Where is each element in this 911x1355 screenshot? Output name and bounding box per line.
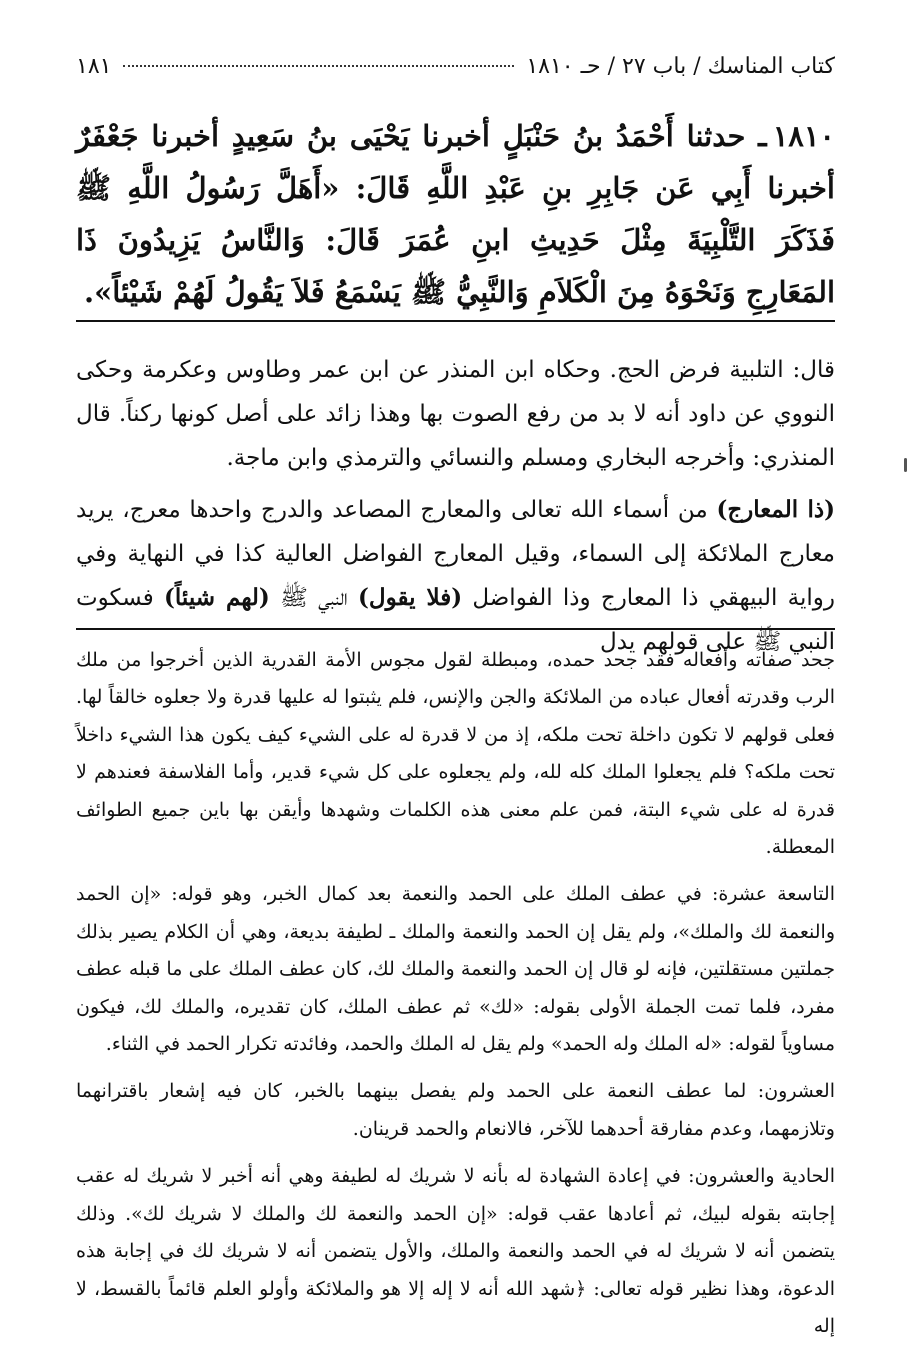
footnote-paragraph: العشرون: لما عطف النعمة على الحمد ولم يفصل بينهما بالخبر، كان فيه إشعار باقترانهما وتلازمهما، وعدم مفارقة أحدهما للآخر، فالانعام والحمد قرينان. <box>76 1080 835 1140</box>
commentary-term: (لهم شيئاً) <box>164 584 270 611</box>
footnote-paragraph: التاسعة عشرة: في عطف الملك على الحمد والنعمة بعد كمال الخبر، وهو قوله: «إن الحمد والنعمة لك والملك»، ولم يقل إن الحمد والنعمة والملك ـ لطيفة بديعة، وهي أن الكلام يصير بذلك جملتين مستقلتين، فإنه لو قال إن الحمد والنعمة والملك لك، كان عطف الملك على ما قبله عطف مفرد، فلما تمت الجملة الأولى بقوله: «لك» ثم عطف الملك، كان تقديره، والملك لك، فيكون مساوياً لقوله: «له الملك وله الحمد» ولم يقل له الملك والحمد، وفائدته تكرار الحمد في الثناء. <box>76 883 835 1056</box>
commentary-text: من أسماء الله تعالى والمعارج المصاعد والدرج واحدها معرج، يريد معارج الملائكة إلى السماء، وقيل المعارج الفواضل العالية كذا في النهاية وفي رواية البيهقي ذا المعارج وذا الفواضل <box>76 497 836 611</box>
hadith-number: ١٨١٠ <box>772 119 835 153</box>
footnote-separator-rule <box>76 628 835 630</box>
commentary-text: فسكوت النبي ﷺ على قولهم يدل <box>76 585 835 655</box>
running-header <box>76 52 835 82</box>
commentary-term: (فلا يقول) <box>358 584 463 611</box>
hadith-text <box>76 110 835 318</box>
commentary-term: (ذا المعارج) <box>716 496 836 523</box>
header-dot-leader <box>123 65 514 67</box>
separator-rule <box>76 320 835 322</box>
footnote-paragraph: الحادية والعشرون: في إعادة الشهادة له بأنه لا شريك له لطيفة وهي أنه أخبر لا شريك له عقب إجابته بقوله لبيك، ثم أعادها عقب قوله: «إن الحمد والنعمة لك والملك لا شريك لك». وذلك يتضمن أنه لا شريك له في الحمد والنعمة والملك، والأول يتضمن أنه لا شريك لك في إجابة هذه الدعوة، وهذا نظير قوله تعالى: ﴿شهد الله أنه لا إله إلا هو والملائكة وأولو العلم قائماً بالقسط، لا إله <box>76 1165 835 1337</box>
footnotes <box>76 642 835 1355</box>
commentary-paragraph-1: قال: التلبية فرض الحج. وحكاه ابن المنذر عن ابن عمر وطاوس وعكرمة وحكى النووي عن داود أنه لا بد من رفع الصوت بها وهذا زائد على أصل كونها ركناً. قال المنذري: وأخرجه البخاري ومسلم والنسائي والترمذي وابن ماجة. <box>76 357 835 471</box>
margin-mark <box>904 458 907 472</box>
footnote-paragraph: جحد صفاته وأفعاله فقد جحد حمده، ومبطلة لقول مجوس الأمة القدرية الذين أخرجوا من ملك الرب وقدرته أفعال عباده من الملائكة والجن والإنس، فلم يثبتوا له عليها قدرة ولا جعلوه خالقاً لها. فعلى قولهم لا تكون داخلة تحت ملكه، إذ من لا قدرة له على الشيء كيف يكون هذا الشيء داخلاً تحت ملكه؟ فلم يجعلوا الملك كله لله، ولم يجعلوه على كل شيء قدير، وأما الفلاسفة فعندهم لا قدرة له على شيء البتة، فمن علم معنى هذه الكلمات وشهدها وأيقن بها باين جميع الطوائف المعطلة. <box>76 649 835 859</box>
commentary-text: النبي ﷺ <box>280 585 348 611</box>
running-title: كتاب المناسك / باب ٢٧ / حـ ١٨١٠ <box>526 54 835 79</box>
commentary-paragraph-2 <box>76 488 835 664</box>
hadith-body: ـ حدثنا أَحْمَدُ بنُ حَنْبَلٍ أخبرنا يَحْيَى بنُ سَعِيدٍ أخبرنا جَعْفَرٌ أخبرنا أَبِي عَن جَابِرِ بنِ عَبْدِ اللَّهِ قَالَ: «أَهَلَّ رَسُولُ اللَّهِ ﷺ فَذَكَرَ التَّلْبِيَةَ مِثْلَ حَدِيثِ ابنِ عُمَرَ قَالَ: وَالنَّاسُ يَزِيدُونَ ذَا المَعَارِجِ وَنَحْوَهُ مِنَ الْكَلاَمِ وَالنَّبِيُّ ﷺ يَسْمَعُ فَلاَ يَقُولُ لَهُمْ شَيْئاً». <box>76 119 835 309</box>
page-number: ١٨١ <box>76 54 112 79</box>
